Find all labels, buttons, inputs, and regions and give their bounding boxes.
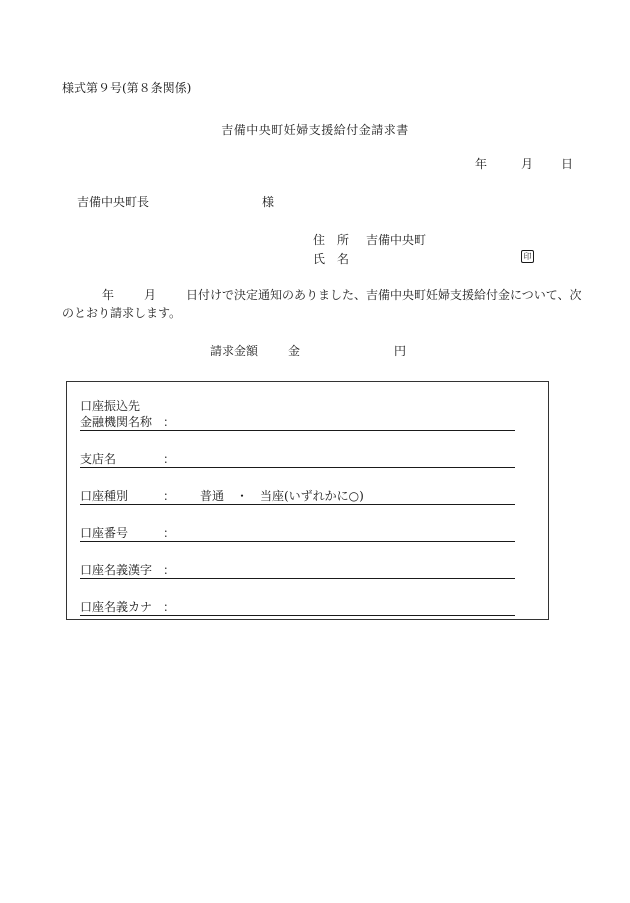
statement-text: 日付けで決定通知のありました、吉備中央町妊婦支援給付金について、次のとおり請求します。 [62,288,582,320]
bank-name-label: 金融機関名称 [80,415,153,429]
addressee-suffix: 様 [262,195,275,209]
form-number-label: 様式第９号(第８条関係) [62,81,192,95]
claim-amount-line [210,345,406,357]
date-year-unit: 年 [475,157,488,171]
bank-heading: 口座振込先 [80,399,141,413]
account-holder-kanji-field[interactable] [80,564,515,579]
address-label: 住 所 [313,233,350,247]
account-holder-kanji-label: 口座名義漢字 [80,563,153,577]
account-type-label: 口座種別 [80,489,129,503]
date-month-unit: 月 [521,157,534,171]
date-day-unit: 日 [561,157,574,171]
account-holder-kana-label: 口座名義カナ [80,600,153,614]
statement-year: 年 [102,288,115,302]
name-label: 氏 名 [313,252,350,266]
claim-amount-prefix: 金 [288,344,301,358]
seal-icon: 印 [521,250,534,263]
claim-amount-unit: 円 [394,344,407,358]
addressee-name: 吉備中央町長 [77,195,150,209]
account-number-label: 口座番号 [80,526,129,540]
bank-name-field[interactable] [80,416,515,431]
account-number-separator: ： [163,526,176,540]
branch-name-separator: ： [163,452,176,466]
statement-month: 月 [144,288,157,302]
account-holder-kana-field[interactable] [80,601,515,616]
bank-name-separator: ： [163,415,176,429]
branch-name-label: 支店名 [80,452,117,466]
account-holder-kana-separator: ： [163,600,176,614]
bank-transfer-box [66,381,549,620]
account-type-value[interactable]: 普通 ・ 当座(いずれかに○) [200,489,364,503]
branch-name-field[interactable] [80,453,515,468]
account-holder-kanji-separator: ： [163,563,176,577]
account-type-separator: ： [163,489,176,503]
account-number-field[interactable] [80,527,515,542]
document-title: 吉備中央町妊婦支援給付金請求書 [221,123,409,137]
address-value[interactable]: 吉備中央町 [366,233,427,247]
date-line [475,158,573,170]
request-statement [62,286,582,322]
account-type-field[interactable] [80,490,515,505]
claim-amount-label: 請求金額 [210,344,259,358]
